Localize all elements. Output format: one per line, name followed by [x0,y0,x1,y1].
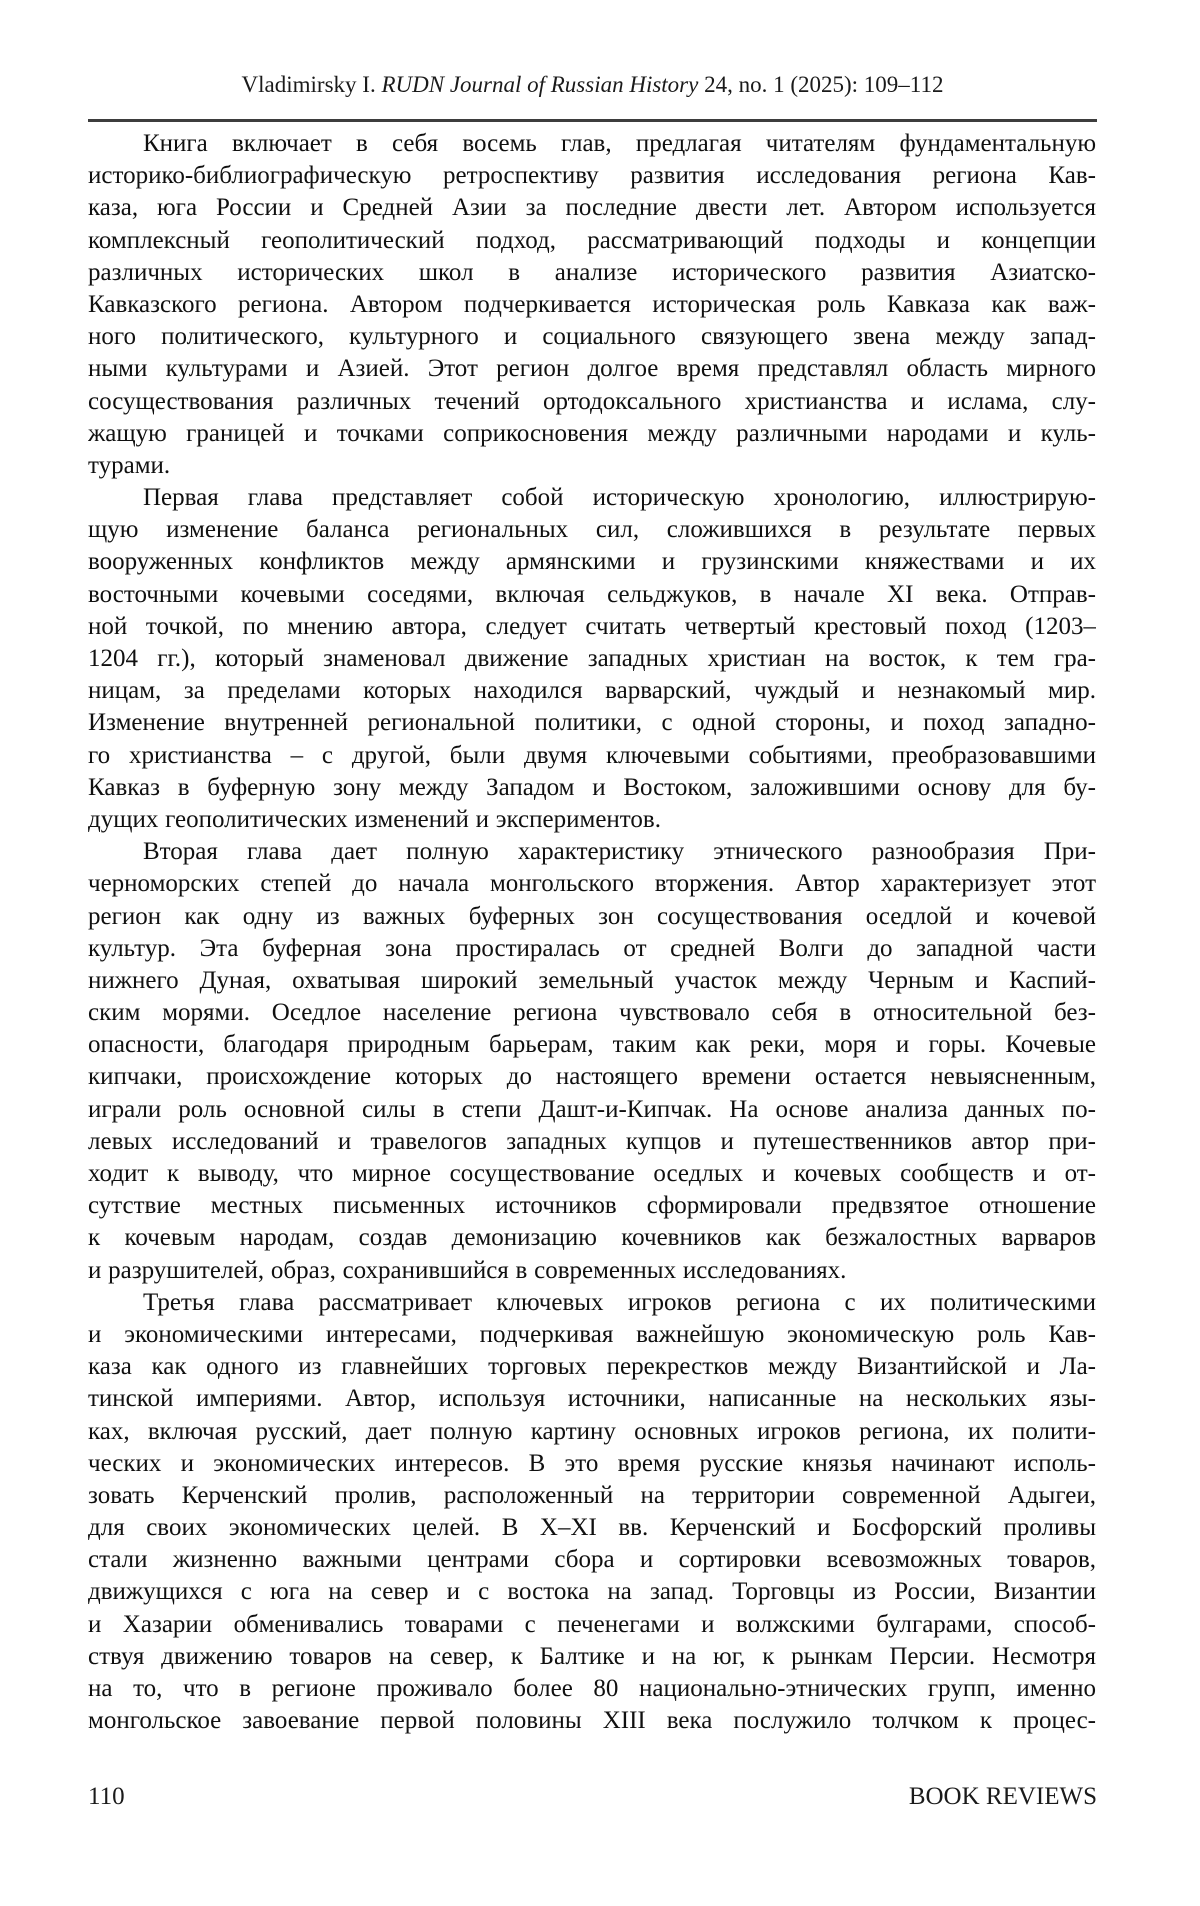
text-line: вооруженных конфликтов между армянскими и грузинскими княжествами и их [88,548,1096,576]
text-line: го христианства – с другой, были двумя ключевыми событиями, преобразовавшими [88,741,1096,769]
text-line: Первая глава представляет собой историческую хронологию, иллюстрирую- [143,484,1096,512]
text-line: ной точкой, по мнению автора, следует считать четвертый крестовый поход (1203– [88,612,1096,640]
text-line: ским морями. Оседлое население региона чувствовало себя в относительной без- [88,999,1096,1027]
text-line: комплексный геополитический подход, рассматривающий подходы и концепции [88,226,1096,254]
text-line: щую изменение баланса региональных сил, сложившихся в результате первых [88,516,1096,544]
text-line: кипчаки, происхождение которых до настоящего времени остается невыясненным, [88,1063,1096,1091]
text-line: тинской империями. Автор, используя источники, написанные на нескольких язы- [88,1385,1096,1413]
text-line: и Хазарии обменивались товарами с печенегами и волжскими булгарами, способ- [88,1610,1096,1638]
text-line: каза, юга России и Средней Азии за последние двести лет. Автором используется [88,194,1096,222]
text-line: движущихся с юга на север и с востока на запад. Торговцы из России, Византии [88,1578,1096,1606]
text-line: различных исторических школ в анализе исторического развития Азиатско- [88,258,1096,286]
paragraph [88,836,1096,1287]
text-line: ках, включая русский, дает полную картину основных игроков региона, их полити- [88,1417,1096,1445]
text-line: ными культурами и Азией. Этот регион долгое время представлял область мирного [88,355,1096,383]
text-line: монгольское завоевание первой половины XIII века послужило толчком к процес- [88,1707,1096,1735]
text-line: ческих и экономических интересов. В это время русские князья начинают исполь- [88,1449,1096,1477]
text-line: турами. [88,451,171,479]
text-line: нижнего Дуная, охватывая широкий земельный участок между Черным и Каспий- [88,966,1096,994]
text-line: зовать Керченский пролив, расположенный на территории современной Адыгеи, [88,1481,1096,1509]
text-line: опасности, благодаря природным барьерам, таким как реки, моря и горы. Кочевые [88,1031,1096,1059]
page-footer [88,1783,1097,1811]
text-line: сутствие местных письменных источников сформировали предвзятое отношение [88,1192,1096,1220]
header-journal-title: RUDN Journal of Russian History [375,72,705,97]
text-line: стали жизненно важными центрами сбора и сортировки всевозможных товаров, [88,1546,1096,1574]
text-line: черноморских степей до начала монгольского вторжения. Автор характеризует этот [88,870,1096,898]
header-rule [88,119,1097,122]
paragraph [88,1287,1096,1738]
section-title: BOOK REVIEWS [908,1783,1097,1810]
text-line: сосуществования различных течений ортодоксального христианства и ислама, слу- [88,387,1096,415]
paragraph [88,482,1096,836]
text-line: восточными кочевыми соседями, включая сельджуков, в начале XI века. Отправ- [88,580,1096,608]
text-line: для своих экономических целей. В X–XI вв. Керченский и Босфорский проливы [88,1514,1096,1542]
text-line: культур. Эта буферная зона простиралась от средней Волги до западной части [88,934,1096,962]
text-line: Вторая глава дает полную характеристику этнического разнообразия При- [143,838,1096,866]
text-line: Изменение внутренней региональной политики, с одной стороны, и поход западно- [88,709,1096,737]
page-body [88,128,1096,1737]
text-line: левых исследований и травелогов западных купцов и путешественников автор при- [88,1127,1096,1155]
text-line: Кавказского региона. Автором подчеркивается историческая роль Кавказа как важ- [88,290,1096,318]
text-line: ствуя движению товаров на север, к Балтике и на юг, к рынкам Персии. Несмотря [88,1642,1096,1670]
text-line: каза как одного из главнейших торговых перекрестков между Византийской и Ла- [88,1353,1096,1381]
text-line: ницам, за пределами которых находился варварский, чуждый и незнакомый мир. [88,677,1096,705]
text-line: Третья глава рассматривает ключевых игроков региона с их политическими [143,1288,1096,1316]
text-line: играли роль основной силы в степи Дашт-и-Кипчак. На основе анализа данных по- [88,1095,1096,1123]
text-line: ходит к выводу, что мирное сосуществование оседлых и кочевых сообществ и от- [88,1160,1096,1187]
text-line: Книга включает в себя восемь глав, предлагая читателям фундаментальную [143,130,1096,157]
running-header [88,72,1097,98]
text-line: к кочевым народам, создав демонизацию кочевников как безжалостных варваров [88,1224,1096,1252]
text-line: жащую границей и точками соприкосновения между различными народами и куль- [88,419,1096,447]
header-citation: 24, no. 1 (2025): 109–112 [704,72,944,97]
text-line: 1204 гг.), который знаменовал движение западных христиан на восток, к тем гра- [88,645,1096,672]
text-line: регион как одну из важных буферных зон сосуществования оседлой и кочевой [88,902,1096,930]
text-line: и разрушителей, образ, сохранившийся в современных исследованиях. [88,1256,847,1284]
header-authors: Vladimirsky I. [241,72,376,97]
paragraph [88,128,1096,482]
text-line: историко-библиографическую ретроспективу развития исследования региона Кав- [88,162,1096,190]
text-line: ного политического, культурного и социального связующего звена между запад- [88,323,1096,351]
page-number: 110 [88,1783,125,1810]
text-line: дущих геополитических изменений и экспериментов. [88,805,661,833]
text-line: Кавказ в буферную зону между Западом и Востоком, заложившими основу для бу- [88,773,1096,801]
text-line: на то, что в регионе проживало более 80 национально-этнических групп, именно [88,1675,1096,1702]
text-line: и экономическими интересами, подчеркивая важнейшую экономическую роль Кав- [88,1320,1096,1348]
